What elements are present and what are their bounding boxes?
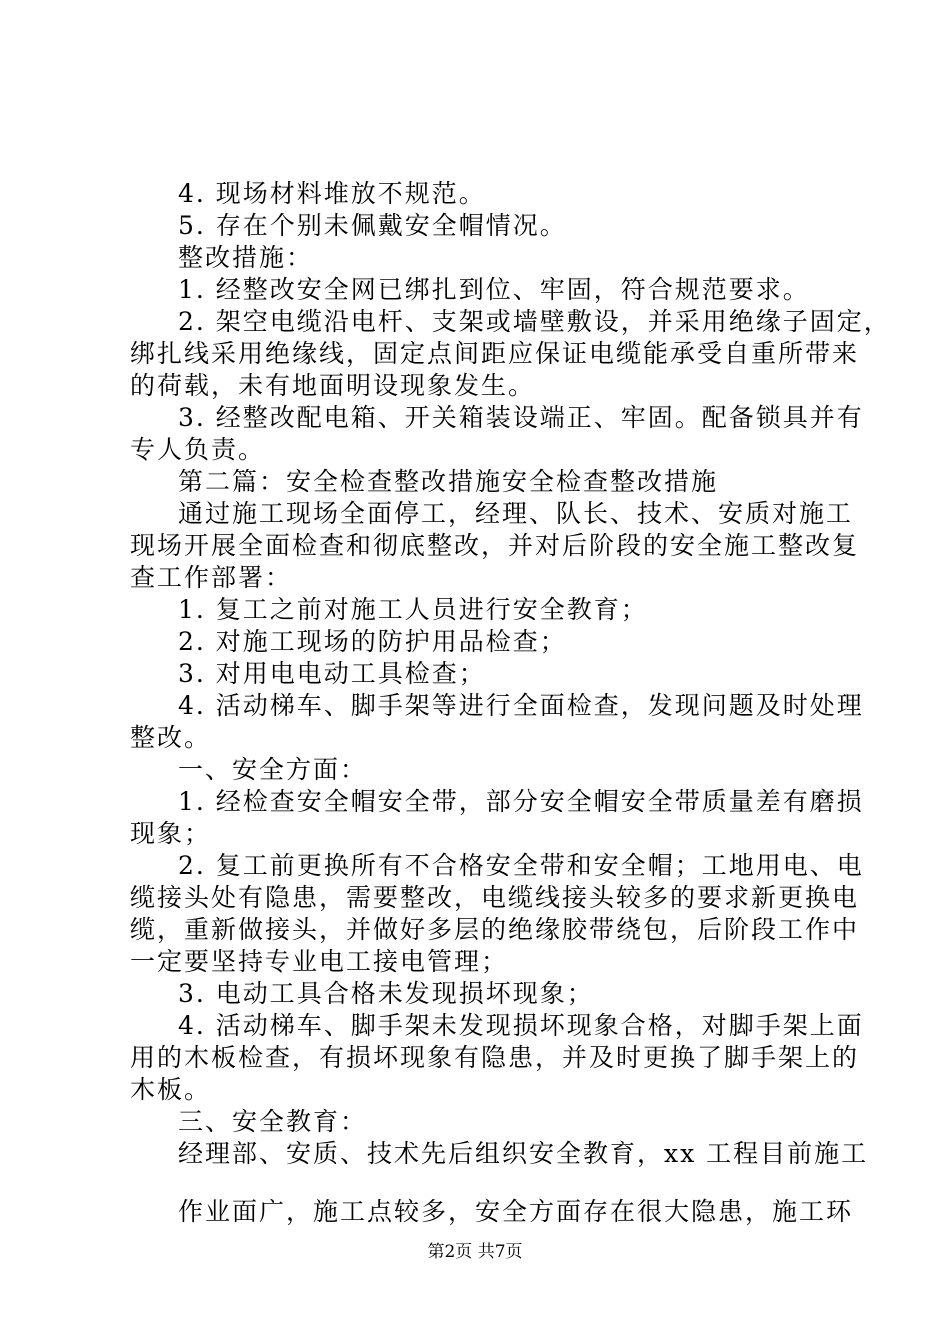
text-line: 1. 复工之前对施工人员进行安全教育； (178, 595, 648, 624)
text-line: 作业面广，施工点较多，安全方面存在很大隐患，施工环 (178, 1197, 854, 1226)
text-line: 4. 活动梯车、脚手架未发现损坏现象合格，对脚手架上面 (178, 1011, 864, 1040)
text-line: 整改。 (130, 723, 212, 752)
text-line: 一定要坚持专业电工接电管理； (130, 947, 509, 976)
text-line: 经理部、安质、技术先后组织安全教育，xx 工程目前施工 (178, 1139, 869, 1168)
text-line: 1. 经整改安全网已绑扎到位、牢固，符合规范要求。 (178, 275, 810, 304)
text-line: 5. 存在个别未佩戴安全帽情况。 (178, 211, 567, 240)
text-line: 2. 复工前更换所有不合格安全带和安全帽；工地用电、电 (178, 851, 864, 880)
text-line: 3. 经整改配电箱、开关箱装设端正、牢固。配备锁具并有 (178, 403, 864, 432)
text-line: 2. 对施工现场的防护用品检查； (178, 627, 567, 656)
text-line: 木板。 (130, 1075, 212, 1104)
section-heading: 一、安全方面： (178, 755, 368, 784)
text-line: 3. 电动工具合格未发现损坏现象； (178, 979, 594, 1008)
section-heading: 第二篇：安全检查整改措施安全检查整改措施 (178, 467, 719, 496)
text-line: 3. 对用电电动工具检查； (178, 659, 486, 688)
text-line: 现场开展全面检查和彻底整改，并对后阶段的安全施工整改复 (130, 531, 860, 560)
text-line: 专人负责。 (130, 435, 266, 464)
text-line: 4. 活动梯车、脚手架等进行全面检查，发现问题及时处理 (178, 691, 864, 720)
text-line: 通过施工现场全面停工，经理、队长、技术、安质对施工 (178, 499, 854, 528)
page-number-footer: 第2页 共7页 (427, 1242, 523, 1262)
text-line: 缆，重新做接头，并做好多层的绝缘胶带绕包，后阶段工作中 (130, 915, 860, 944)
text-line: 2. 架空电缆沿电杆、支架或墙壁敷设，并采用绝缘子固定， (178, 307, 891, 336)
text-line: 4. 现场材料堆放不规范。 (178, 179, 486, 208)
text-line: 现象； (130, 819, 212, 848)
text-line: 用的木板检查，有损坏现象有隐患，并及时更换了脚手架上的 (130, 1043, 860, 1072)
text-line: 缆接头处有隐患，需要整改，电缆线接头较多的要求新更换电 (130, 883, 860, 912)
section-heading: 整改措施： (178, 243, 314, 272)
text-line: 查工作部署： (130, 563, 293, 592)
text-line: 绑扎线采用绝缘线，固定点间距应保证电缆能承受自重所带来 (130, 339, 860, 368)
text-line: 1. 经检查安全帽安全带，部分安全帽安全带质量差有磨损 (178, 787, 864, 816)
text-line: 的荷载，未有地面明设现象发生。 (130, 371, 536, 400)
section-heading: 三、安全教育： (178, 1107, 368, 1136)
